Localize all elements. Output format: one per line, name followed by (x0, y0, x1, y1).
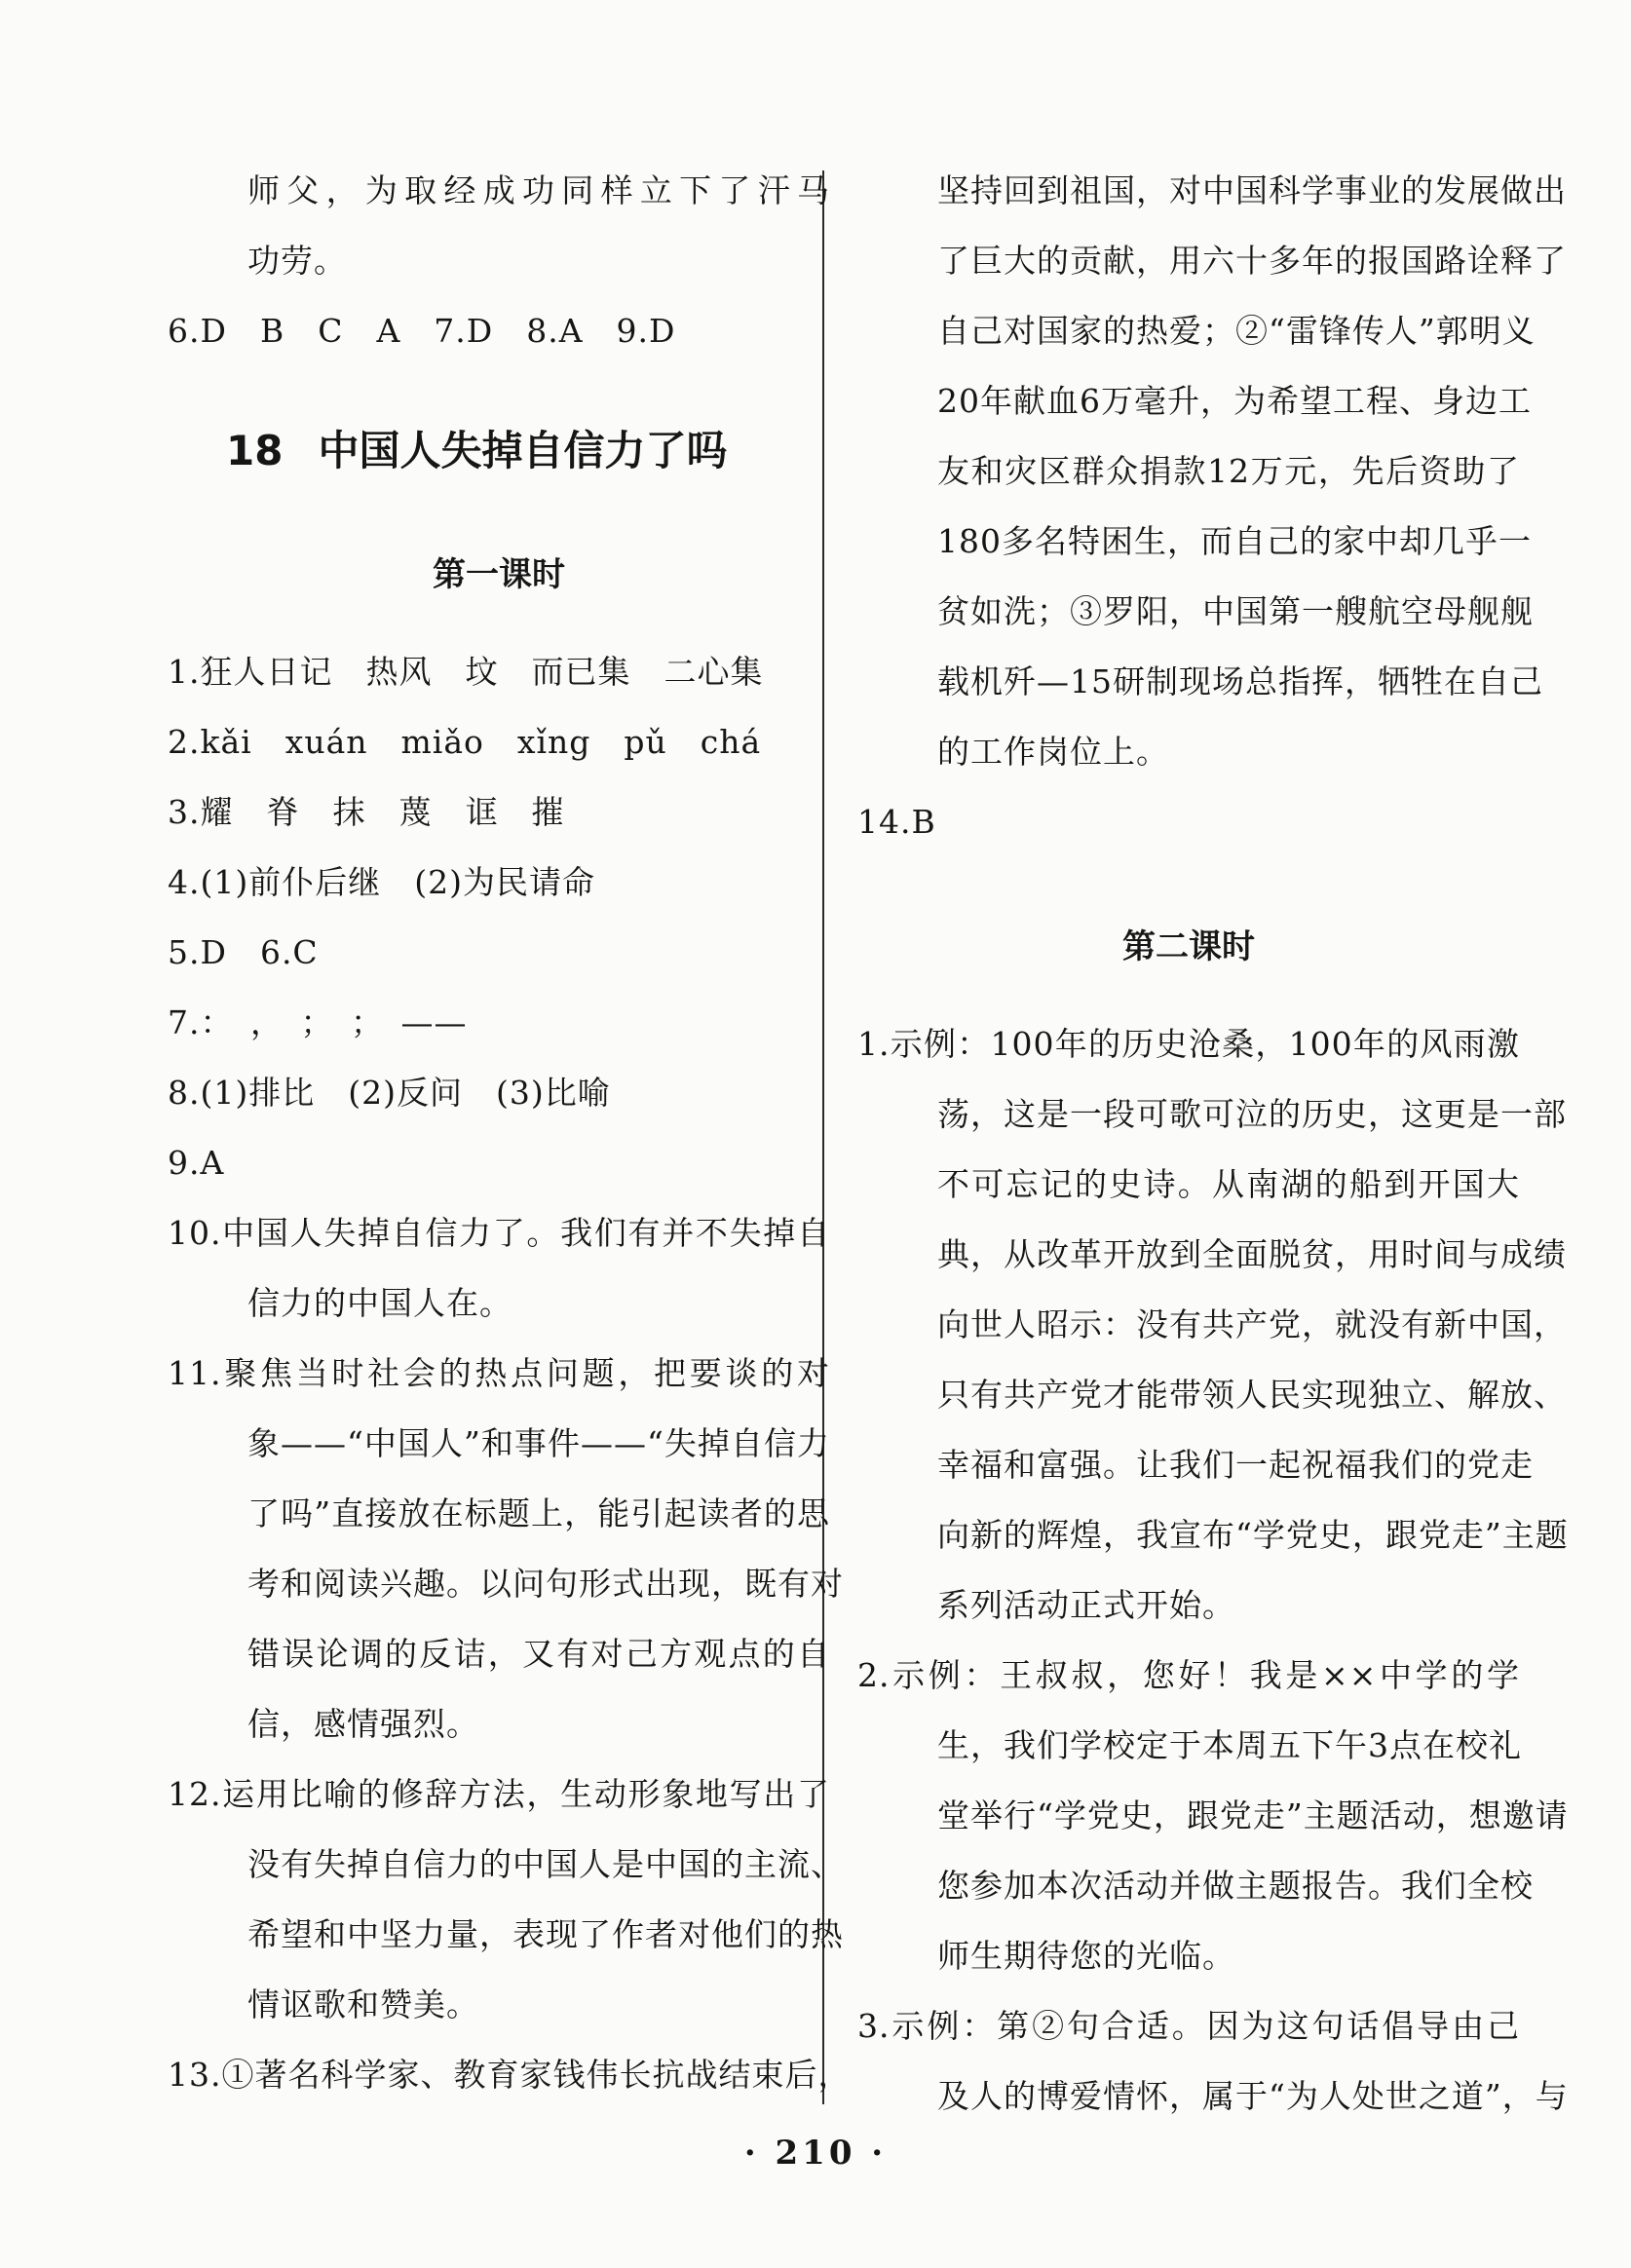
text-line: 只有共产党才能带领人民实现独立、解放、 (937, 1376, 1567, 1414)
text-line: 了巨大的贡献，用六十多年的报国路诠释了 (937, 242, 1567, 280)
text-line: 师生期待您的光临。 (937, 1937, 1235, 1975)
text-line: 情讴歌和赞美。 (247, 1985, 479, 2023)
left-column (168, 156, 852, 2110)
text-line: 错误论调的反诘，又有对己方观点的自 (247, 1635, 830, 1673)
answer-q4: 4.(1)前仆后继 (2)为民请命 (168, 863, 595, 901)
text-line: 载机歼—15研制现场总指挥，牺牲在自己 (937, 662, 1543, 700)
text-line: 了吗”直接放在标题上，能引起读者的思 (247, 1494, 830, 1532)
answer-q9: 9.A (168, 1144, 225, 1182)
text-line: 坚持回到祖国，对中国科学事业的发展做出 (937, 171, 1567, 209)
text-line: 系列活动正式开始。 (937, 1586, 1235, 1624)
unit-title-text: 中国人失掉自信力了吗 (318, 427, 728, 474)
section-title-2: 第二课时 (1122, 927, 1255, 966)
answer-q14: 14.B (857, 803, 936, 841)
answer-s2-q2: 2.示例：王叔叔，您好！我是××中学的学 (857, 1656, 1520, 1694)
text-line: 考和阅读兴趣。以问句形式出现，既有对 (247, 1565, 844, 1603)
page-number: · 210 · (743, 2134, 888, 2173)
answer-s2-q3: 3.示例：第②句合适。因为这句话倡导由己 (857, 2007, 1520, 2045)
text-line: 典，从改革开放到全面脱贫，用时间与成绩 (937, 1235, 1567, 1273)
right-column (857, 156, 1569, 2132)
section-title-1: 第一课时 (433, 555, 565, 594)
answer-q5-6: 5.D 6.C (168, 933, 319, 971)
text-line: 及人的博爱情怀，属于“为人处世之道”，与 (937, 2077, 1569, 2115)
text-line: 信力的中国人在。 (247, 1284, 512, 1322)
text-line: 没有失掉自信力的中国人是中国的主流、 (247, 1845, 844, 1883)
text-line: 向新的辉煌，我宣布“学党史，跟党走”主题 (937, 1516, 1569, 1554)
text-line: 您参加本次活动并做主题报告。我们全校 (937, 1867, 1534, 1905)
answer-q10: 10.中国人失掉自信力了。我们有并不失掉自 (168, 1214, 830, 1252)
answer-q3: 3.耀 脊 抹 蔑 诓 摧 (168, 793, 565, 831)
answer-q1: 1.狂人日记 热风 坟 而已集 二心集 (168, 653, 764, 691)
text-line: 堂举行“学党史，跟党走”主题活动，想邀请 (937, 1796, 1569, 1834)
text-line: 20年献血6万毫升，为希望工程、身边工 (937, 382, 1532, 420)
text-line: 象——“中国人”和事件——“失掉自信力 (247, 1424, 830, 1462)
unit-title (168, 417, 830, 485)
text-line: 的工作岗位上。 (937, 733, 1169, 771)
answer-q2: 2.kǎi xuán miǎo xǐng pǔ chá (168, 723, 762, 761)
text-line: 180多名特困生，而自己的家中却几乎一 (937, 522, 1532, 560)
answer-s2-q1: 1.示例：100年的历史沧桑，100年的风雨激 (857, 1025, 1520, 1063)
text-line: 自己对国家的热爱；②“雷锋传人”郭明义 (937, 312, 1536, 350)
text-line: 幸福和富强。让我们一起祝福我们的党走 (937, 1446, 1534, 1484)
answers-6-9: 6.D B C A 7.D 8.A 9.D (168, 312, 676, 350)
text-line: 不可忘记的史诗。从南湖的船到开国大 (937, 1165, 1520, 1203)
text-line: 贫如洗；③罗阳，中国第一艘航空母舰舰 (937, 592, 1534, 630)
answer-q7: 7.： ， ； ； —— (168, 1003, 468, 1041)
text-line: 希望和中坚力量，表现了作者对他们的热 (247, 1915, 844, 1953)
text-line: 向世人昭示：没有共产党，就没有新中国， (937, 1305, 1567, 1343)
answer-q8: 8.(1)排比 (2)反问 (3)比喻 (168, 1074, 611, 1112)
text-line: 信，感情强烈。 (247, 1705, 479, 1743)
text-line: 友和灾区群众捐款12万元，先后资助了 (937, 452, 1520, 490)
answer-q11: 11.聚焦当时社会的热点问题，把要谈的对 (168, 1354, 830, 1392)
answer-q12: 12.运用比喻的修辞方法，生动形象地写出了 (168, 1775, 830, 1813)
answer-q13: 13.①著名科学家、教育家钱伟长抗战结束后， (168, 2056, 852, 2094)
text-line: 师父，为取经成功同样立下了汗马 (247, 171, 830, 209)
text-line: 荡，这是一段可歌可泣的历史，这更是一部 (937, 1095, 1567, 1133)
unit-number: 18 (226, 427, 284, 474)
text-line: 功劳。 (247, 242, 347, 280)
text-line: 生，我们学校定于本周五下午3点在校礼 (937, 1726, 1522, 1764)
